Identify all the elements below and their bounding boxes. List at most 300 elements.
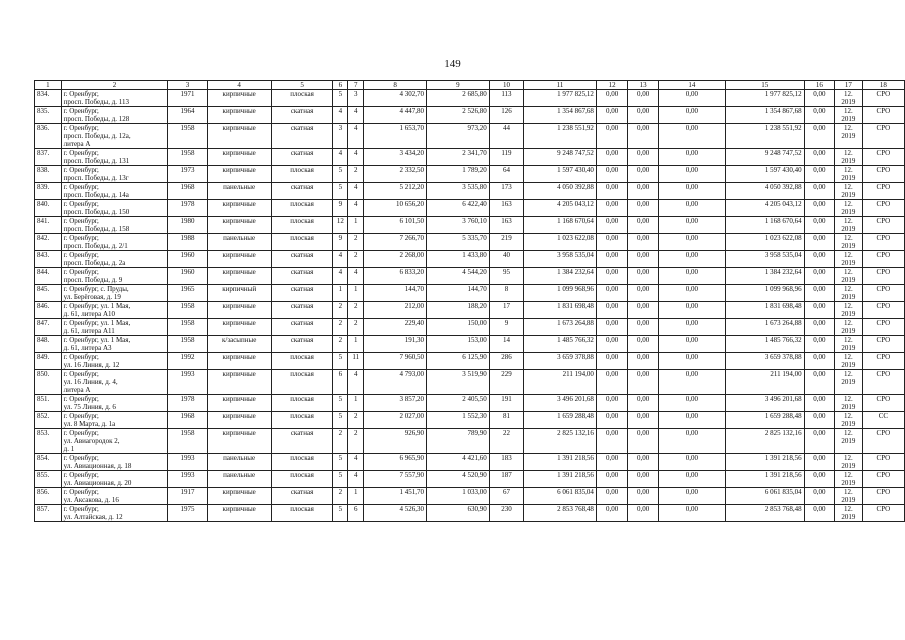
- table-cell: 10 656,20: [364, 200, 427, 217]
- table-cell: 2 405,50: [427, 395, 490, 412]
- table-cell: 1 384 232,64: [524, 268, 597, 285]
- table-cell: 0,00: [658, 285, 725, 302]
- page-number: 149: [444, 58, 461, 70]
- column-header: 8: [364, 81, 427, 90]
- table-cell: 1 433,80: [427, 251, 490, 268]
- table-cell: 0,00: [596, 124, 627, 149]
- table-cell: 1 485 766,32: [524, 336, 597, 353]
- table-row: [35, 251, 905, 268]
- table-cell: скатная: [271, 319, 333, 336]
- column-header: 11: [524, 81, 597, 90]
- table-cell: 0,00: [628, 183, 659, 200]
- table-cell: 1: [348, 488, 364, 505]
- table-cell: 1964: [168, 107, 207, 124]
- buildings-table: [34, 80, 905, 522]
- table-cell: 4 050 392,88: [725, 183, 804, 200]
- table-cell: 12. 2019: [835, 107, 863, 124]
- table-cell: СРО: [862, 234, 904, 251]
- table-cell: 0,00: [628, 302, 659, 319]
- table-cell: 4 205 043,12: [524, 200, 597, 217]
- table-cell: 1993: [168, 471, 207, 488]
- table-cell: 0,00: [804, 107, 835, 124]
- table-cell: 12. 2019: [835, 370, 863, 395]
- table-cell: 0,00: [596, 353, 627, 370]
- table-cell: 6 833,20: [364, 268, 427, 285]
- table-row: [35, 285, 905, 302]
- table-cell: 1 597 430,40: [725, 166, 804, 183]
- table-cell: 1: [333, 285, 348, 302]
- table-cell: кирпичные: [207, 302, 271, 319]
- table-cell: панельные: [207, 454, 271, 471]
- table-cell: 1968: [168, 412, 207, 429]
- table-cell: скатная: [271, 285, 333, 302]
- table-cell: плоская: [271, 412, 333, 429]
- table-cell: 0,00: [658, 505, 725, 522]
- table-cell: 0,00: [804, 90, 835, 107]
- table-cell: 9 248 747,52: [524, 149, 597, 166]
- table-cell: 188,20: [427, 302, 490, 319]
- table-cell: 119: [489, 149, 523, 166]
- table-cell: 1 168 670,64: [524, 217, 597, 234]
- table-cell: 22: [489, 429, 523, 454]
- table-cell: 8: [489, 285, 523, 302]
- table-cell: 0,00: [804, 200, 835, 217]
- table-cell: 1978: [168, 395, 207, 412]
- table-cell: 2: [348, 429, 364, 454]
- table-cell: 0,00: [628, 353, 659, 370]
- table-cell: 0,00: [628, 429, 659, 454]
- table-cell: 1993: [168, 370, 207, 395]
- table-cell: 1 354 867,68: [524, 107, 597, 124]
- table-cell: 4: [348, 370, 364, 395]
- table-cell: 4 447,80: [364, 107, 427, 124]
- table-row: [35, 336, 905, 353]
- table-cell: кирпичные: [207, 200, 271, 217]
- table-cell: 12. 2019: [835, 412, 863, 429]
- table-cell: 0,00: [596, 251, 627, 268]
- table-cell: 5: [333, 395, 348, 412]
- table-cell: 3 434,20: [364, 149, 427, 166]
- table-cell: г. Оренбург, ул. 1 Мая, д. 61, литера А10: [61, 302, 168, 319]
- table-row: [35, 183, 905, 200]
- table-cell: 2: [333, 429, 348, 454]
- table-cell: кирпичные: [207, 353, 271, 370]
- table-cell: 1958: [168, 302, 207, 319]
- table-cell: 0,00: [804, 395, 835, 412]
- table-cell: 1 977 825,12: [725, 90, 804, 107]
- table-cell: 0,00: [596, 302, 627, 319]
- table-cell: к/засыпные: [207, 336, 271, 353]
- column-header: 12: [596, 81, 627, 90]
- table-cell: скатная: [271, 336, 333, 353]
- table-cell: 0,00: [658, 183, 725, 200]
- table-cell: 1 384 232,64: [725, 268, 804, 285]
- table-cell: 1958: [168, 336, 207, 353]
- table-cell: 834.: [35, 90, 62, 107]
- table-cell: 4: [348, 471, 364, 488]
- table-cell: скатная: [271, 251, 333, 268]
- table-cell: 926,90: [364, 429, 427, 454]
- table-cell: панельные: [207, 234, 271, 251]
- table-cell: 0,00: [804, 412, 835, 429]
- table-cell: 7 960,50: [364, 353, 427, 370]
- table-cell: г. Оренбург, с. Пруды, ул. Берёговая, д. 19: [61, 285, 168, 302]
- table-cell: кирпичные: [207, 395, 271, 412]
- column-header: 5: [271, 81, 333, 90]
- table-cell: 2 825 132,16: [524, 429, 597, 454]
- table-cell: 1 391 218,56: [524, 454, 597, 471]
- table-cell: 1 673 264,88: [524, 319, 597, 336]
- table-cell: плоская: [271, 471, 333, 488]
- table-cell: кирпичные: [207, 251, 271, 268]
- table-row: [35, 429, 905, 454]
- table-cell: кирпичные: [207, 505, 271, 522]
- table-cell: 2: [333, 488, 348, 505]
- table-row: [35, 319, 905, 336]
- table-cell: СРО: [862, 429, 904, 454]
- table-cell: 2: [348, 251, 364, 268]
- table-cell: 229,40: [364, 319, 427, 336]
- table-cell: 0,00: [658, 336, 725, 353]
- table-cell: 4: [333, 149, 348, 166]
- table-cell: 211 194,00: [725, 370, 804, 395]
- table-cell: 0,00: [658, 488, 725, 505]
- table-row: [35, 166, 905, 183]
- table-cell: 3 496 201,68: [524, 395, 597, 412]
- table-cell: 0,00: [596, 336, 627, 353]
- column-header: 9: [427, 81, 490, 90]
- table-cell: г. Оренбург, просп. Победы, д. 113: [61, 90, 168, 107]
- column-header: 18: [862, 81, 904, 90]
- column-header: 17: [835, 81, 863, 90]
- table-cell: плоская: [271, 217, 333, 234]
- table-row: [35, 234, 905, 251]
- table-cell: 2: [333, 319, 348, 336]
- table-cell: 44: [489, 124, 523, 149]
- table-cell: г. Оренбург, ул. 16 Линия, д. 4, литера А: [61, 370, 168, 395]
- table-cell: 0,00: [628, 166, 659, 183]
- table-cell: СРО: [862, 107, 904, 124]
- table-cell: 0,00: [596, 319, 627, 336]
- table-cell: 6 061 835,04: [524, 488, 597, 505]
- table-cell: 4: [348, 200, 364, 217]
- table-cell: 0,00: [596, 107, 627, 124]
- table-cell: 229: [489, 370, 523, 395]
- table-row: [35, 488, 905, 505]
- table-cell: СРО: [862, 90, 904, 107]
- table-cell: 1975: [168, 505, 207, 522]
- table-cell: скатная: [271, 183, 333, 200]
- table-cell: г. Оренбург, просп. Победы, д. 14а: [61, 183, 168, 200]
- table-row: [35, 505, 905, 522]
- table-cell: 0,00: [596, 166, 627, 183]
- table-cell: 850.: [35, 370, 62, 395]
- table-cell: 0,00: [658, 370, 725, 395]
- table-cell: 7 266,70: [364, 234, 427, 251]
- table-row: [35, 370, 905, 395]
- table-cell: 0,00: [658, 429, 725, 454]
- table-cell: г. Оренбург, просп. Победы, д. 131: [61, 149, 168, 166]
- table-cell: 849.: [35, 353, 62, 370]
- table-cell: 5: [333, 454, 348, 471]
- table-cell: 2: [333, 336, 348, 353]
- table-cell: скатная: [271, 302, 333, 319]
- table-cell: 1958: [168, 149, 207, 166]
- table-cell: 1992: [168, 353, 207, 370]
- table-cell: 12. 2019: [835, 183, 863, 200]
- table-cell: 0,00: [658, 268, 725, 285]
- table-cell: плоская: [271, 353, 333, 370]
- table-cell: 6: [333, 370, 348, 395]
- table-cell: 7 557,90: [364, 471, 427, 488]
- table-cell: 286: [489, 353, 523, 370]
- table-cell: 1 023 622,08: [725, 234, 804, 251]
- table-cell: скатная: [271, 268, 333, 285]
- table-cell: кирпичные: [207, 412, 271, 429]
- table-cell: 212,00: [364, 302, 427, 319]
- table-cell: 0,00: [628, 251, 659, 268]
- table-cell: 4: [348, 149, 364, 166]
- table-cell: 6 061 835,04: [725, 488, 804, 505]
- column-header: 7: [348, 81, 364, 90]
- table-cell: 1 485 766,32: [725, 336, 804, 353]
- table-cell: 5: [333, 90, 348, 107]
- table-cell: СРО: [862, 395, 904, 412]
- table-cell: 191: [489, 395, 523, 412]
- table-cell: г. Оренбург, просп. Победы, д. 2а: [61, 251, 168, 268]
- column-header: 2: [61, 81, 168, 90]
- table-cell: 12. 2019: [835, 124, 863, 149]
- column-header: 16: [804, 81, 835, 90]
- table-cell: 0,00: [596, 200, 627, 217]
- table-cell: 0,00: [658, 107, 725, 124]
- table-row: [35, 124, 905, 149]
- table-cell: 14: [489, 336, 523, 353]
- table-cell: 0,00: [804, 471, 835, 488]
- table-cell: 0,00: [628, 412, 659, 429]
- table-row: [35, 217, 905, 234]
- table-cell: 12. 2019: [835, 302, 863, 319]
- table-cell: 12. 2019: [835, 285, 863, 302]
- table-cell: 3 659 378,88: [725, 353, 804, 370]
- table-cell: 0,00: [596, 412, 627, 429]
- table-cell: 1968: [168, 183, 207, 200]
- table-cell: 0,00: [804, 353, 835, 370]
- table-cell: панельные: [207, 471, 271, 488]
- table-cell: 853.: [35, 429, 62, 454]
- table-cell: 2 853 768,48: [524, 505, 597, 522]
- table-cell: СРО: [862, 285, 904, 302]
- table-cell: 855.: [35, 471, 62, 488]
- table-cell: 4: [333, 268, 348, 285]
- table-cell: 1 451,70: [364, 488, 427, 505]
- table-cell: 0,00: [628, 268, 659, 285]
- table-cell: кирпичные: [207, 217, 271, 234]
- table-cell: 12. 2019: [835, 90, 863, 107]
- table-cell: кирпичные: [207, 166, 271, 183]
- table-cell: 0,00: [658, 302, 725, 319]
- table-cell: 144,70: [427, 285, 490, 302]
- table-cell: 0,00: [628, 124, 659, 149]
- table-row: [35, 268, 905, 285]
- table-cell: 2: [348, 319, 364, 336]
- table-cell: 0,00: [658, 412, 725, 429]
- table-cell: 1988: [168, 234, 207, 251]
- table-cell: г. Оренбург, ул. Алтайская, д. 12: [61, 505, 168, 522]
- table-cell: 4: [348, 454, 364, 471]
- table-cell: 4: [348, 268, 364, 285]
- table-cell: г. Оренбург, ул. Авиагородок 2, д. 1: [61, 429, 168, 454]
- table-cell: 0,00: [804, 217, 835, 234]
- table-cell: 3 760,10: [427, 217, 490, 234]
- table-row: [35, 353, 905, 370]
- table-cell: скатная: [271, 107, 333, 124]
- table-cell: 4 050 392,88: [524, 183, 597, 200]
- table-cell: г. Оренбург, просп. Победы, д. 128: [61, 107, 168, 124]
- table-cell: 1 238 551,92: [725, 124, 804, 149]
- table-cell: 1958: [168, 429, 207, 454]
- table-cell: плоская: [271, 166, 333, 183]
- table-cell: 0,00: [658, 124, 725, 149]
- table-cell: скатная: [271, 124, 333, 149]
- table-cell: 1 673 264,88: [725, 319, 804, 336]
- table-row: [35, 471, 905, 488]
- table-cell: кирпичные: [207, 370, 271, 395]
- table-cell: 851.: [35, 395, 62, 412]
- table-cell: 2 853 768,48: [725, 505, 804, 522]
- table-cell: 848.: [35, 336, 62, 353]
- column-header: 1: [35, 81, 62, 90]
- table-cell: 2 825 132,16: [725, 429, 804, 454]
- table-cell: 0,00: [658, 471, 725, 488]
- table-cell: 0,00: [804, 149, 835, 166]
- table-cell: 856.: [35, 488, 62, 505]
- table-cell: 2: [348, 166, 364, 183]
- table-cell: 1: [348, 336, 364, 353]
- table-cell: СРО: [862, 251, 904, 268]
- table-cell: 6 101,50: [364, 217, 427, 234]
- table-cell: 163: [489, 217, 523, 234]
- table-cell: 0,00: [596, 454, 627, 471]
- table-cell: 1 831 698,48: [524, 302, 597, 319]
- table-cell: 3 958 535,04: [725, 251, 804, 268]
- column-header: 13: [628, 81, 659, 90]
- table-cell: 1 597 430,40: [524, 166, 597, 183]
- table-cell: СРО: [862, 302, 904, 319]
- table-cell: СРО: [862, 488, 904, 505]
- table-row: [35, 200, 905, 217]
- table-cell: кирпичные: [207, 149, 271, 166]
- table-cell: 1 354 867,68: [725, 107, 804, 124]
- table-cell: СРО: [862, 370, 904, 395]
- table-cell: г. Оренбург, просп. Победы, д. 13г: [61, 166, 168, 183]
- table-cell: 3 535,80: [427, 183, 490, 200]
- table-cell: г. Оренбург, ул. 75 Линия, д. 6: [61, 395, 168, 412]
- table-cell: 2 341,70: [427, 149, 490, 166]
- table-cell: 126: [489, 107, 523, 124]
- table-cell: СРО: [862, 471, 904, 488]
- column-header: 10: [489, 81, 523, 90]
- table-cell: 0,00: [804, 166, 835, 183]
- table-cell: 173: [489, 183, 523, 200]
- table-cell: 5 335,70: [427, 234, 490, 251]
- table-cell: 1960: [168, 251, 207, 268]
- column-header: 4: [207, 81, 271, 90]
- table-cell: 4: [348, 107, 364, 124]
- table-cell: 0,00: [658, 234, 725, 251]
- table-cell: 835.: [35, 107, 62, 124]
- table-cell: 0,00: [596, 234, 627, 251]
- table-cell: 6 965,90: [364, 454, 427, 471]
- table-cell: плоская: [271, 505, 333, 522]
- table-cell: 0,00: [596, 90, 627, 107]
- table-cell: 0,00: [658, 90, 725, 107]
- table-cell: г. Оренбург, ул. 1 Мая, д. 61, литера А3: [61, 336, 168, 353]
- table-cell: кирпичные: [207, 268, 271, 285]
- table-cell: 0,00: [628, 395, 659, 412]
- table-cell: 0,00: [804, 336, 835, 353]
- table-cell: 1960: [168, 268, 207, 285]
- table-cell: 5 212,20: [364, 183, 427, 200]
- table-cell: 12. 2019: [835, 149, 863, 166]
- table-row: [35, 90, 905, 107]
- table-cell: 12. 2019: [835, 353, 863, 370]
- table-cell: 1 391 218,56: [524, 471, 597, 488]
- table-cell: 3 659 378,88: [524, 353, 597, 370]
- table-cell: 0,00: [804, 268, 835, 285]
- table-cell: 0,00: [804, 183, 835, 200]
- table-cell: 9: [333, 200, 348, 217]
- table-cell: 1965: [168, 285, 207, 302]
- table-cell: кирпичные: [207, 319, 271, 336]
- table-cell: плоская: [271, 90, 333, 107]
- table-cell: 4: [348, 124, 364, 149]
- table-cell: СРО: [862, 149, 904, 166]
- table-cell: 113: [489, 90, 523, 107]
- table-cell: 0,00: [596, 429, 627, 454]
- table-row: [35, 395, 905, 412]
- table-cell: 6: [348, 505, 364, 522]
- table-cell: 0,00: [658, 353, 725, 370]
- table-cell: 3 519,90: [427, 370, 490, 395]
- table-cell: плоская: [271, 200, 333, 217]
- table-cell: 0,00: [628, 107, 659, 124]
- table-cell: 2: [348, 412, 364, 429]
- table-cell: кирпичные: [207, 90, 271, 107]
- table-cell: 1978: [168, 200, 207, 217]
- table-cell: 150,00: [427, 319, 490, 336]
- table-cell: панельные: [207, 183, 271, 200]
- table-cell: 2: [333, 302, 348, 319]
- table-cell: 12. 2019: [835, 251, 863, 268]
- table-cell: 163: [489, 200, 523, 217]
- table-cell: 1: [348, 395, 364, 412]
- table-cell: 0,00: [804, 302, 835, 319]
- table-cell: 1993: [168, 454, 207, 471]
- table-cell: г. Оренбург, ул. 16 Линия, д. 12: [61, 353, 168, 370]
- table-cell: 839.: [35, 183, 62, 200]
- table-cell: 12. 2019: [835, 319, 863, 336]
- table-cell: 630,90: [427, 505, 490, 522]
- table-cell: 12. 2019: [835, 454, 863, 471]
- table-cell: 1 033,00: [427, 488, 490, 505]
- table-cell: 3: [333, 124, 348, 149]
- table-cell: 846.: [35, 302, 62, 319]
- table-cell: 1980: [168, 217, 207, 234]
- table-cell: 4 793,00: [364, 370, 427, 395]
- column-header: 3: [168, 81, 207, 90]
- table-cell: 840.: [35, 200, 62, 217]
